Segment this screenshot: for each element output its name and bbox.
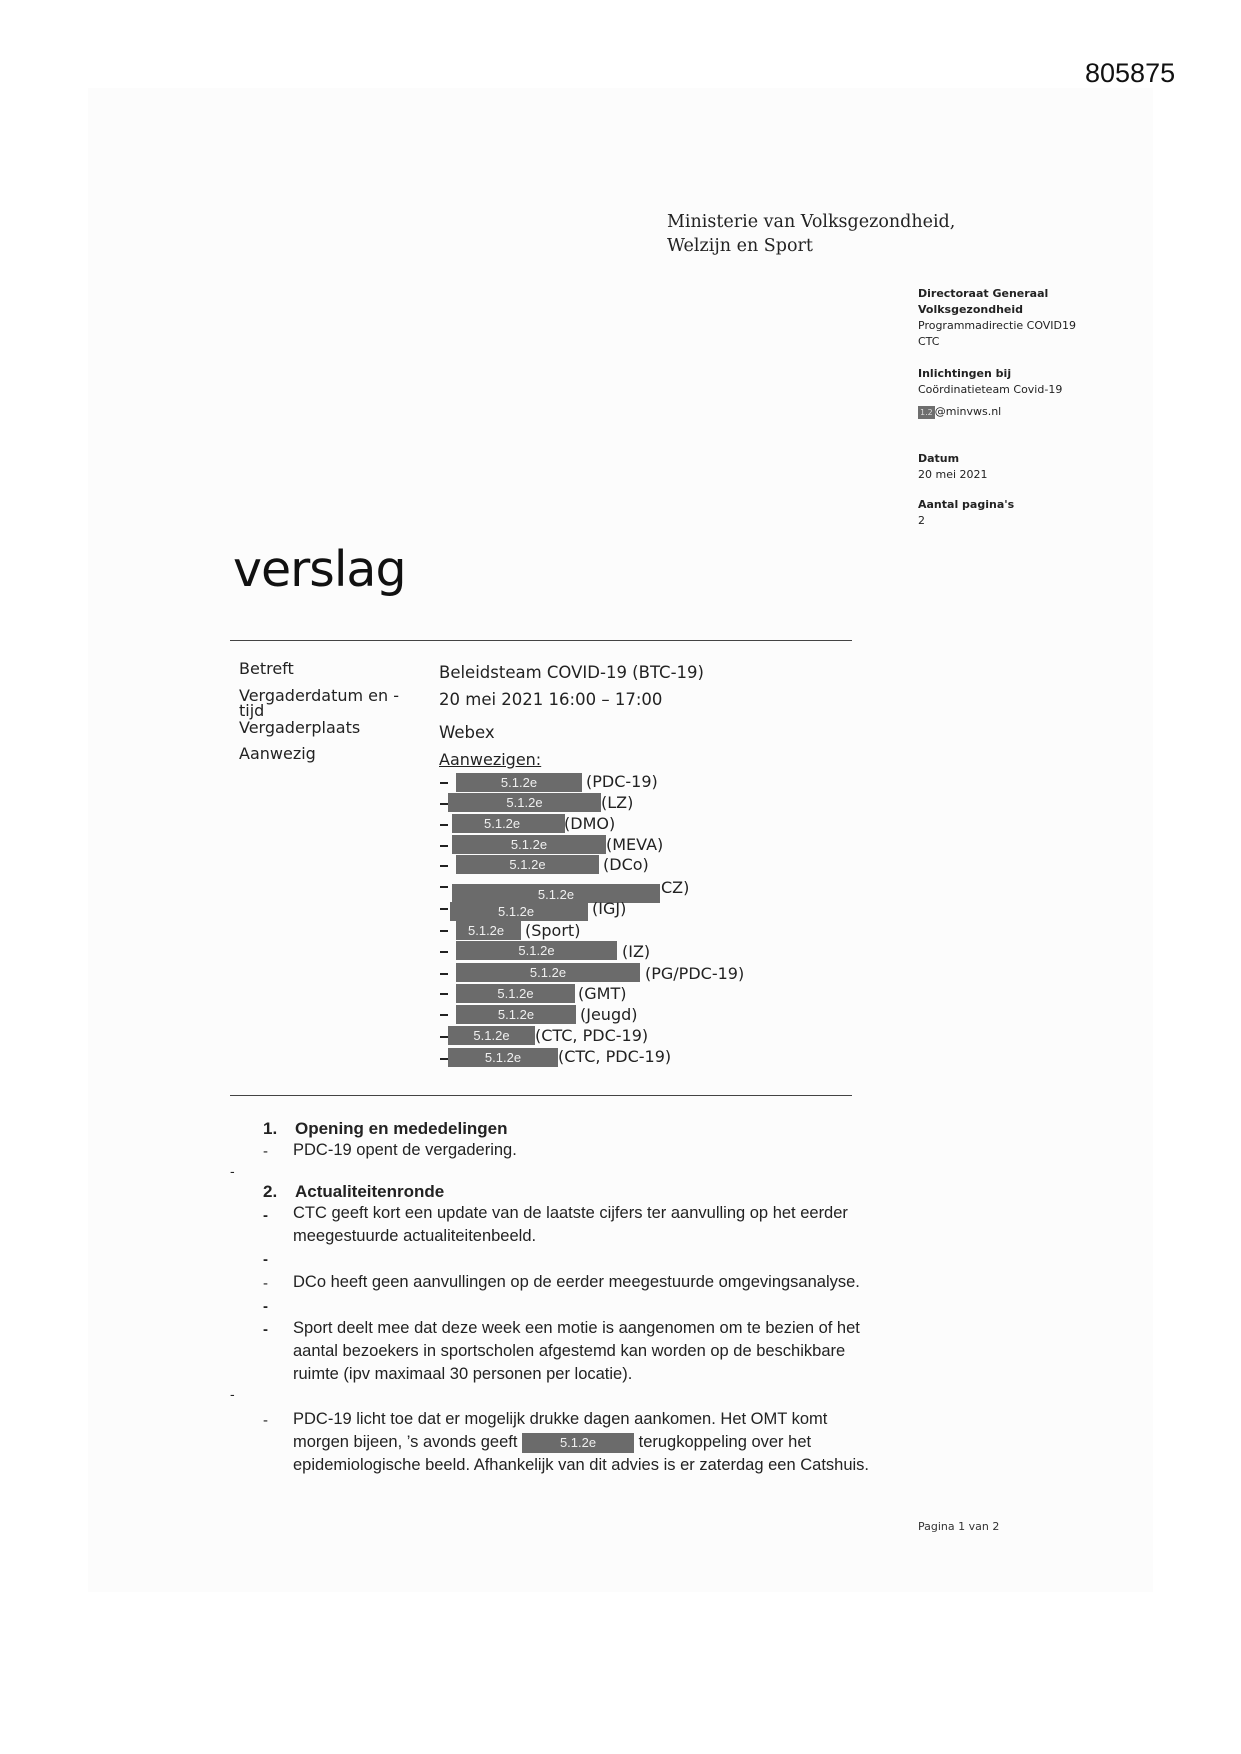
dash (440, 908, 448, 910)
datetime-label-line-2: tijd (239, 701, 265, 720)
bullet-dash: - (263, 1143, 268, 1160)
datetime-label-line-1: Vergaderdatum en - (239, 686, 399, 705)
divider-bottom (230, 1095, 852, 1096)
dash (440, 1058, 448, 1060)
email-domain: @minvws.nl (934, 405, 1002, 418)
text-line: PDC-19 licht toe dat er mogelijk drukke dagen aankomen. Het OMT komt (293, 1410, 828, 1428)
attendee-role: (PG/PDC-19) (645, 964, 745, 983)
text-line: epidemiologische beeld. Afhankelijk van dit advies is er zaterdag een Catshuis. (293, 1456, 870, 1474)
attendee-role: (IGJ) (592, 899, 627, 918)
section-2-item-dco: DCo heeft geen aanvullingen op de eerder meegestuurde omgevingsanalyse. (293, 1273, 860, 1291)
pages-label: Aantal pagina's (918, 498, 1015, 511)
datetime-value: 20 mei 2021 16:00 – 17:00 (439, 690, 663, 709)
redaction-box: 5.1.2e (448, 793, 601, 812)
redaction-box: 5.1.2e (448, 1048, 558, 1067)
directorate-line-2: Volksgezondheid (918, 303, 1024, 316)
dash (440, 845, 448, 847)
ministry-line-2: Welzijn en Sport (667, 236, 813, 256)
text-line: Sport deelt mee dat deze week een motie is aangenomen om te bezien of het (293, 1319, 860, 1337)
dash (440, 886, 448, 888)
subject-value: Beleidsteam COVID-19 (BTC-19) (439, 663, 704, 682)
dash (440, 993, 448, 995)
section-2-item-sport (293, 1317, 913, 1386)
dash (440, 951, 448, 953)
info-value: Coördinatieteam Covid-19 (918, 383, 1063, 396)
attendee-role: (CTC, PDC-19) (558, 1047, 672, 1066)
attendee-role: (LZ) (601, 793, 634, 812)
datetime-label (239, 686, 399, 720)
section-number: 1. (263, 1119, 278, 1138)
section-number: 2. (263, 1182, 278, 1201)
ministry-line-1: Ministerie van Volksgezondheid, (667, 212, 956, 232)
dash (440, 782, 448, 784)
redaction-box: 5.1.2e (452, 814, 565, 833)
redaction-box: 5.1.2e (522, 1433, 634, 1453)
redaction-box: 5.1.2e (456, 1005, 576, 1024)
bullet-dash: - (263, 1321, 268, 1338)
section-title: Actualiteitenronde (295, 1182, 445, 1201)
attendee-role: (Jeugd) (580, 1005, 638, 1024)
attendee-role: (DMO) (564, 814, 616, 833)
stray-dash: - (230, 1386, 235, 1402)
attendees-heading: Aanwezigen: (439, 750, 542, 769)
dash (440, 824, 448, 826)
redaction-box: 5.1.2e (456, 773, 582, 792)
attendee-role: (CTC, PDC-19) (535, 1026, 649, 1045)
date-block (918, 451, 988, 483)
redaction-box: 5.1.2e (456, 855, 599, 874)
directorate-line-1: Directoraat Generaal (918, 287, 1049, 300)
redaction-box: 5.1.2e (448, 1026, 535, 1045)
section-heading-1 (263, 1117, 508, 1140)
section-title: Opening en mededelingen (295, 1119, 508, 1138)
bullet-dash: - (263, 1298, 268, 1315)
bullet-dash: - (263, 1412, 268, 1429)
text-fragment: terugkoppeling over het (638, 1433, 812, 1451)
text-line: CTC geeft kort een update van de laatste cijfers ter aanvulling op het eerder (293, 1204, 848, 1222)
section-2-item-pdc (293, 1408, 913, 1477)
redaction-box: 5.1.2e (452, 884, 660, 903)
document-number: 805875 (1085, 58, 1176, 88)
email-redaction: 1.2 (920, 407, 933, 417)
location-value: Webex (439, 723, 495, 742)
dash (440, 803, 448, 805)
dash (440, 973, 448, 975)
subject-label: Betreft (239, 659, 294, 678)
attendee-role: (Sport) (525, 921, 581, 940)
text-fragment: morgen bijeen, ’s avonds geeft (293, 1433, 518, 1451)
attendee-role: (IZ) (622, 942, 651, 961)
section-heading-2 (263, 1180, 444, 1203)
redaction-box: 5.1.2e (450, 902, 588, 921)
redaction-box: 5.1.2e (456, 984, 575, 1003)
redaction-box: 5.1.2e (452, 835, 606, 854)
stray-dash: - (230, 1163, 235, 1179)
dash (440, 1036, 448, 1038)
page-footer: Pagina 1 van 2 (918, 1520, 1000, 1533)
date-label: Datum (918, 452, 960, 465)
text-line (293, 1431, 913, 1454)
section-2-item-ctc (293, 1202, 913, 1248)
program-name: Programmadirectie COVID19 (918, 319, 1077, 332)
directorate-block (918, 286, 1076, 350)
redaction-box: 5.1.2e (456, 963, 640, 982)
attendee-role: (MEVA) (606, 835, 664, 854)
bullet-dash: - (263, 1275, 268, 1292)
present-label: Aanwezig (239, 744, 316, 763)
redaction-box: 5.1.2e (456, 921, 521, 940)
document-title: verslag (233, 541, 406, 598)
bullet-dash: - (263, 1251, 268, 1268)
date-value: 20 mei 2021 (918, 468, 988, 481)
info-label: Inlichtingen bij (918, 367, 1012, 380)
section-1-item: PDC-19 opent de vergadering. (293, 1141, 517, 1159)
attendee-role: CZ) (661, 878, 690, 897)
pages-block (918, 497, 1014, 529)
unit-name: CTC (918, 335, 940, 348)
bullet-dash: - (263, 1207, 268, 1224)
text-line: ruimte (ipv maximaal 30 personen per locatie). (293, 1365, 633, 1383)
location-label: Vergaderplaats (239, 718, 361, 737)
attendee-role: (PDC-19) (586, 772, 658, 791)
info-block (918, 366, 1062, 420)
text-line: meegestuurde actualiteitenbeeld. (293, 1227, 537, 1245)
attendee-role: (DCo) (603, 855, 649, 874)
dash (440, 865, 448, 867)
ministry-logo-text (667, 210, 955, 258)
attendee-role: (GMT) (578, 984, 627, 1003)
pages-value: 2 (918, 514, 925, 527)
divider-top (230, 640, 852, 641)
dash (440, 1014, 448, 1016)
dash (440, 930, 448, 932)
redaction-box: 5.1.2e (456, 941, 617, 960)
text-line: aantal bezoekers in sportscholen afgestemd kan worden op de beschikbare (293, 1342, 846, 1360)
